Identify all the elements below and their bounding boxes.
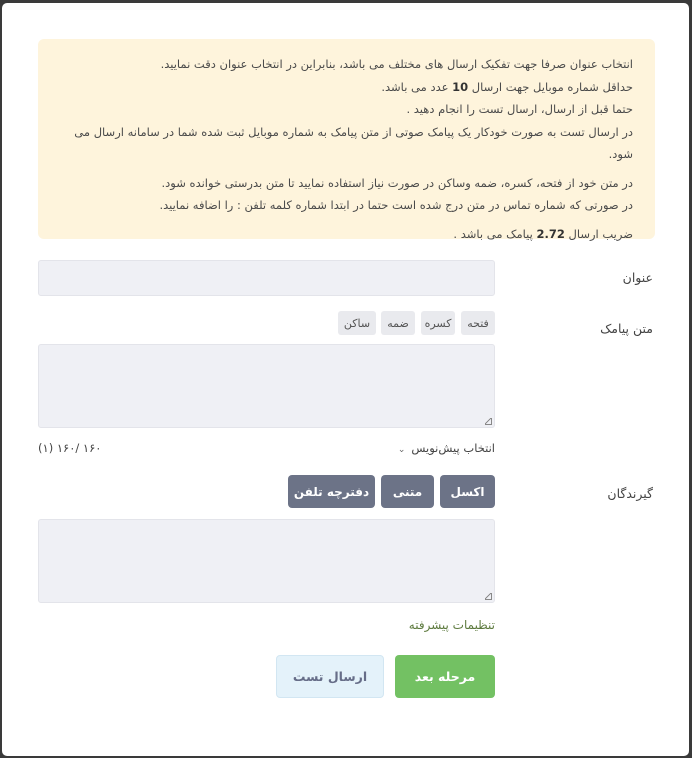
title-input[interactable] [38, 260, 495, 296]
resize-handle[interactable] [485, 593, 492, 600]
notice-text: حداقل شماره موبایل جهت ارسال [471, 79, 633, 94]
resize-handle[interactable] [485, 418, 492, 425]
template-select[interactable] [398, 441, 495, 455]
min-count-value: 10 [452, 79, 469, 94]
notice-line: انتخاب عنوان صرفا جهت تفکیک ارسال های مختلف می باشد، بنابراین در انتخاب عنوان دقت نمایید. [160, 57, 633, 71]
modal-dialog [2, 3, 689, 756]
advanced-settings-link[interactable]: تنظیمات پیشرفته [408, 618, 495, 632]
text-button[interactable]: متنی [381, 475, 434, 508]
title-label: عنوان [622, 270, 653, 285]
notice-text: پیامک می باشد . [453, 226, 533, 241]
notice-line [60, 223, 633, 246]
notice-text: عدد می باشد. [381, 79, 449, 94]
notice-line: در صورتی که شماره تماس در متن درج شده است حتما در ابتدا شماره کلمه تلفن : را اضافه نمایید. [159, 198, 633, 212]
chip-fatha[interactable]: فتحه [461, 311, 495, 335]
notice-line: حتما قبل از ارسال، ارسال تست را انجام دهید . [406, 102, 633, 116]
chevron-down-icon: ⌄ [397, 445, 406, 455]
chip-zamma[interactable]: ضمه [381, 311, 415, 335]
send-test-button[interactable]: ارسال تست [276, 655, 384, 698]
template-select-label: انتخاب پیش‌نویس [411, 441, 495, 455]
message-label: متن پیامک [600, 321, 653, 336]
recipients-textarea[interactable] [38, 519, 495, 603]
chip-sokun[interactable]: ساکن [338, 311, 376, 335]
message-textarea[interactable] [38, 344, 495, 428]
excel-button[interactable]: اکسل [440, 475, 495, 508]
notice-line: در ارسال تست به صورت خودکار یک پیامک صوتی از متن پیامک به شماره موبایل ثبت شده شما در سامانه ارسال می شود. [74, 124, 633, 161]
chip-kasra[interactable]: کسره [421, 311, 455, 335]
send-rate-value: 2.72 [536, 226, 565, 241]
notice-line [60, 76, 633, 99]
recipients-label: گیرندگان [607, 486, 653, 501]
next-step-button[interactable]: مرحله بعد [395, 655, 495, 698]
notice-text: ضریب ارسال [568, 226, 633, 241]
notice-line: در متن خود از فتحه، کسره، ضمه وساکن در صورت نیاز استفاده نمایید تا متن بدرستی خوانده شود. [161, 175, 633, 190]
notice-box [38, 39, 655, 239]
phonebook-button[interactable]: دفترچه تلفن [288, 475, 375, 508]
char-counter: ۱۶۰ /۱۶۰ (۱) [38, 441, 102, 455]
